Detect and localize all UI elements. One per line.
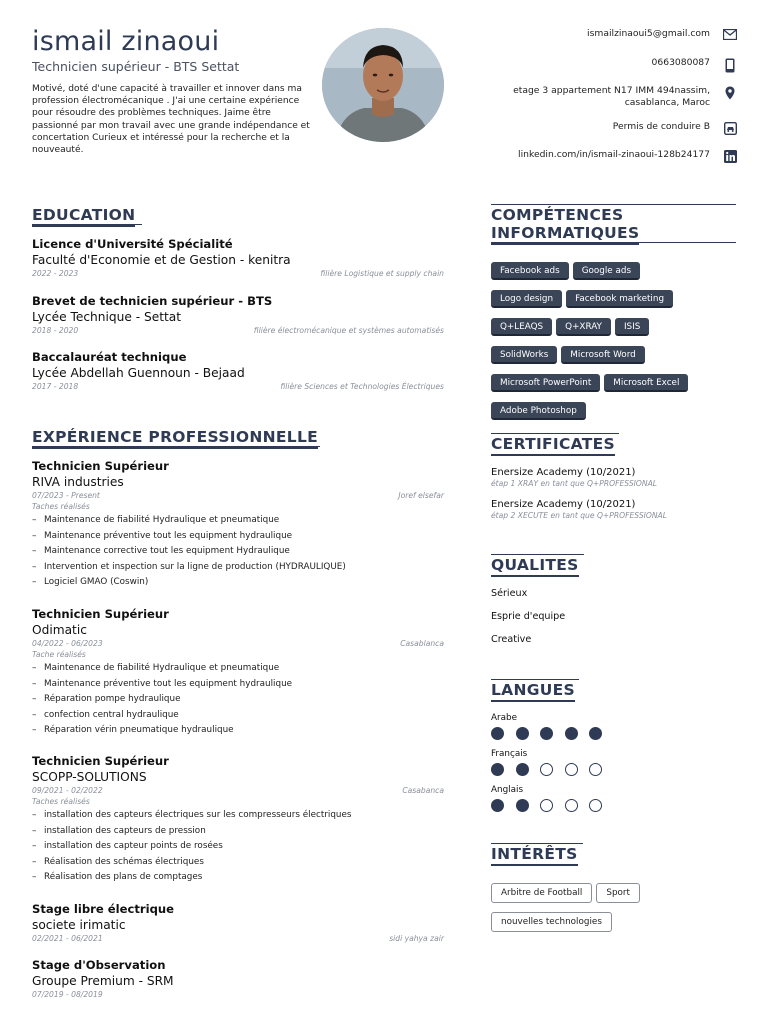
task-item: – Réparation vérin pneumatique hydraulique <box>32 723 444 739</box>
candidate-subtitle: Technicien supérieur - BTS Settat <box>32 59 240 74</box>
skill-tag: Q+LEAQS <box>491 318 552 336</box>
job-meta <box>32 785 444 796</box>
certificate-subtitle: étap 1 XRAY en tant que Q+PROFESSIONAL <box>491 479 657 488</box>
interests-list <box>491 880 731 938</box>
skill-tag: Microsoft Excel <box>604 374 688 392</box>
section-title-languages: LANGUES <box>491 681 575 702</box>
degree-title: Brevet de technicien supérieur - BTS <box>32 294 273 308</box>
level-dot-empty <box>540 799 553 812</box>
section-divider <box>32 446 320 447</box>
degree-title: Licence d'Université Spécialité <box>32 237 233 251</box>
address-text <box>513 85 710 109</box>
language-item <box>491 713 614 740</box>
level-dot-filled <box>491 799 504 812</box>
level-dot-filled <box>516 727 529 740</box>
level-dot-filled <box>540 727 553 740</box>
tasks-label: Taches réalisés <box>32 797 90 806</box>
job-title: Stage d'Observation <box>32 958 166 972</box>
task-item: – Réalisation des schémas électriques <box>32 855 444 871</box>
section-title-certificates: CERTIFICATES <box>491 435 615 456</box>
section-title-skills <box>491 206 639 245</box>
quality-item: Creative <box>491 634 532 645</box>
skills-title-line2: INFORMATIQUES <box>491 224 639 245</box>
section-top-rule <box>491 204 736 205</box>
skill-tag: ISIS <box>615 318 649 336</box>
job-title: Technicien Supérieur <box>32 607 169 621</box>
task-item: – Maintenance préventive tout les equipment hydraulique <box>32 529 444 545</box>
school-name: Lycée Abdellah Guennoun - Bejaad <box>32 366 245 380</box>
task-item: – Réparation pompe hydraulique <box>32 692 444 708</box>
linkedin-icon <box>722 149 738 163</box>
task-item: – installation des capteurs électriques sur les compresseurs électriques <box>32 808 444 824</box>
tasks-label: Taches réalisés <box>32 502 90 511</box>
section-top-rule <box>491 554 584 555</box>
section-divider <box>491 242 736 243</box>
language-name: Anglais <box>491 785 524 795</box>
education-item <box>32 294 444 336</box>
linkedin-text[interactable]: linkedin.com/in/ismail-zinaoui-128b24177 <box>518 149 710 160</box>
section-top-rule <box>491 843 583 844</box>
language-item <box>491 785 614 812</box>
experience-item <box>32 958 444 1000</box>
task-list <box>32 513 444 591</box>
education-dates: 2018 - 2020 <box>32 326 79 335</box>
certificate-title: Enersize Academy (10/2021) <box>491 467 636 478</box>
location-pin-icon <box>722 85 738 100</box>
task-list <box>32 808 444 886</box>
level-dot-filled <box>589 727 602 740</box>
language-level <box>491 727 614 740</box>
skill-tag: Microsoft Word <box>561 346 644 364</box>
quality-item: Esprie d'equipe <box>491 611 566 622</box>
job-dates: 07/2019 - 08/2019 <box>32 990 103 999</box>
education-field: filière Logistique et supply chain <box>320 269 444 278</box>
education-field: filière Sciences et Technologies Électriques <box>280 382 444 391</box>
section-title-experience: EXPÉRIENCE PROFESSIONNELLE <box>32 428 318 449</box>
certificate-item <box>491 499 736 521</box>
experience-item <box>32 902 444 944</box>
task-item: – Réalisation des plans de comptages <box>32 870 444 886</box>
education-meta <box>32 325 444 336</box>
phone-icon <box>722 57 738 73</box>
company-name: SCOPP-SOLUTIONS <box>32 770 147 784</box>
job-dates: 02/2021 - 06/2021 <box>32 934 103 943</box>
school-name: Faculté d'Economie et de Gestion - kenitra <box>32 253 291 267</box>
degree-title: Baccalauréat technique <box>32 350 187 364</box>
profile-summary: Motivé, doté d'une capacité à travailler et innover dans ma profession électromécanique . J'ai une certaine expérience pour résoudre des problèmes techniques. Jaime être passionné par mon travail avec une grande indépendance et concertation Curieux et intéressé pour la recherche et la nouveauté. <box>32 84 310 156</box>
language-item <box>491 749 614 776</box>
tasks-label: Tache réalisés <box>32 650 86 659</box>
level-dot-empty <box>565 763 578 776</box>
job-dates: 04/2022 - 06/2023 <box>32 639 103 648</box>
school-name: Lycée Technique - Settat <box>32 310 182 324</box>
job-location: sidi yahya zair <box>389 934 444 943</box>
level-dot-filled <box>565 727 578 740</box>
job-meta <box>32 490 444 501</box>
level-dot-filled <box>491 763 504 776</box>
license-text: Permis de conduire B <box>612 121 710 132</box>
company-name: RIVA industries <box>32 475 124 489</box>
job-title: Technicien Supérieur <box>32 754 169 768</box>
skill-tag: Facebook ads <box>491 262 569 280</box>
contact-address <box>513 85 738 109</box>
level-dot-empty <box>565 799 578 812</box>
job-title: Technicien Supérieur <box>32 459 169 473</box>
task-item: – Maintenance de fiabilité Hydraulique et pneumatique <box>32 661 444 677</box>
level-dot-empty <box>589 763 602 776</box>
task-item: – Intervention et inspection sur la ligne de production (HYDRAULIQUE) <box>32 560 444 576</box>
task-item: – Maintenance corrective tout les equipment Hydraulique <box>32 544 444 560</box>
interest-tag: Sport <box>596 883 640 903</box>
contact-block <box>438 26 738 166</box>
language-name: Arabe <box>491 713 518 723</box>
company-name: societe irimatic <box>32 918 126 932</box>
envelope-icon <box>722 28 738 40</box>
level-dot-filled <box>491 727 504 740</box>
candidate-name: ismail zinaoui <box>32 26 220 57</box>
section-title-interests: INTÉRÊTS <box>491 845 578 866</box>
skills-title-line1: COMPÉTENCES <box>491 206 624 224</box>
task-list <box>32 661 444 739</box>
skills-list <box>491 258 731 426</box>
task-item: – Maintenance de fiabilité Hydraulique et pneumatique <box>32 513 444 529</box>
contact-phone[interactable] <box>652 57 738 73</box>
section-title-qualities: QUALITES <box>491 556 579 577</box>
address-line2: casablanca, Maroc <box>624 97 710 108</box>
task-item: – Maintenance préventive tout les equipment hydraulique <box>32 677 444 693</box>
skill-tag: Microsoft PowerPoint <box>491 374 600 392</box>
language-level <box>491 799 614 812</box>
education-dates: 2017 - 2018 <box>32 382 79 391</box>
education-item <box>32 350 444 392</box>
education-field: filière électromécanique et systèmes automatisés <box>253 326 444 335</box>
certificate-item <box>491 467 736 489</box>
skill-tag: Facebook marketing <box>566 290 673 308</box>
section-title-education: EDUCATION <box>32 206 135 227</box>
experience-item <box>32 459 444 591</box>
job-dates: 07/2023 - Present <box>32 491 100 500</box>
quality-item: Sérieux <box>491 588 528 599</box>
task-item: – installation des capteur points de rosées <box>32 839 444 855</box>
education-meta <box>32 381 444 392</box>
task-item: – confection central hydraulique <box>32 708 444 724</box>
company-name: Odimatic <box>32 623 87 637</box>
language-level <box>491 763 614 776</box>
skill-tag: Google ads <box>573 262 640 280</box>
job-title: Stage libre électrique <box>32 902 175 916</box>
car-license-icon <box>722 121 738 135</box>
contact-linkedin[interactable] <box>518 149 738 163</box>
skill-tag: Q+XRAY <box>556 318 611 336</box>
job-location: Casabanca <box>402 786 444 795</box>
experience-item <box>32 607 444 739</box>
job-location: Casablanca <box>400 639 444 648</box>
job-meta <box>32 989 444 1000</box>
certificate-subtitle: étap 2 XECUTE en tant que Q+PROFESSIONAL <box>491 511 667 520</box>
section-top-rule <box>491 679 579 680</box>
job-location: Joref elsefar <box>398 491 444 500</box>
contact-email[interactable] <box>587 28 738 40</box>
section-divider <box>32 224 142 225</box>
phone-text[interactable]: 0663080087 <box>651 57 710 68</box>
job-meta <box>32 933 444 944</box>
address-line1: etage 3 appartement N17 IMM 494nassim, <box>513 85 710 96</box>
email-text[interactable]: ismailzinaoui5@gmail.com <box>587 28 710 39</box>
skill-tag: Adobe Photoshop <box>491 402 586 420</box>
education-dates: 2022 - 2023 <box>32 269 79 278</box>
level-dot-filled <box>516 799 529 812</box>
skill-tag: Logo design <box>491 290 562 308</box>
job-dates: 09/2021 - 02/2022 <box>32 786 103 795</box>
interest-tag: nouvelles technologies <box>491 912 612 932</box>
level-dot-empty <box>589 799 602 812</box>
profile-photo <box>322 28 444 142</box>
job-meta <box>32 638 444 649</box>
interest-tag: Arbitre de Football <box>491 883 592 903</box>
task-item: – Logiciel GMAO (Coswin) <box>32 575 444 591</box>
certificate-title: Enersize Academy (10/2021) <box>491 499 636 510</box>
company-name: Groupe Premium - SRM <box>32 974 174 988</box>
contact-license <box>613 121 738 135</box>
education-item <box>32 237 444 279</box>
task-item: – installation des capteurs de pression <box>32 824 444 840</box>
person-portrait-icon <box>322 28 444 142</box>
level-dot-filled <box>516 763 529 776</box>
level-dot-empty <box>540 763 553 776</box>
language-name: Français <box>491 749 528 759</box>
experience-item <box>32 754 444 886</box>
education-meta <box>32 268 444 279</box>
section-top-rule <box>491 433 619 434</box>
skill-tag: SolidWorks <box>491 346 557 364</box>
